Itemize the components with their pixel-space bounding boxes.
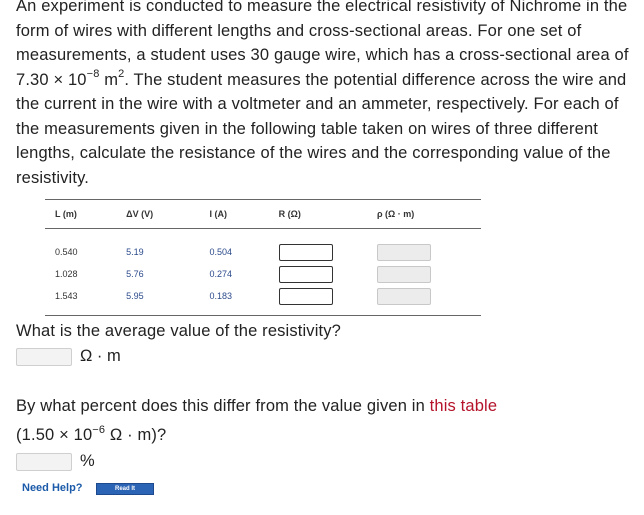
resistance-input[interactable] [279,266,333,283]
voltage-value: 5.95 [126,291,144,301]
header-length: L (m) [55,209,77,219]
percent-difference-question [16,397,497,416]
table-row [45,285,481,316]
table-header-row [45,200,481,229]
question-text: By what percent does this differ from the value given in [16,397,430,415]
problem-text-1: An experiment is conducted to measure the electrical resistivity of Nichrome in the form of wires with different lengths and cross-sectional areas. For one set of measurements, a student uses 30 gauge wire, which has a cross-sectional area of 7.30 × 10 [16,0,629,89]
voltage-value: 5.76 [126,269,144,279]
reference-text-2: Ω · m)? [105,426,167,444]
header-current: I (A) [209,209,227,219]
header-resistance: R (Ω) [278,209,301,219]
length-value: 1.028 [55,269,78,279]
area-exponent: −8 [86,68,100,80]
average-resistivity-unit: Ω · m [80,347,121,365]
reference-exponent: −6 [92,423,106,436]
resistivity-input[interactable] [377,266,431,283]
average-resistivity-input[interactable] [16,348,72,366]
table-row [45,229,481,264]
current-value: 0.504 [209,247,233,257]
resistance-input[interactable] [279,244,333,261]
problem-text-2: m [99,70,119,89]
problem-statement [16,0,636,190]
header-voltage: ΔV (V) [126,209,154,219]
unit-exponent: 2 [118,68,125,80]
reference-text-1: (1.50 × 10 [16,426,93,444]
voltage-value: 5.19 [126,247,144,257]
table-row [45,263,481,285]
resistivity-input[interactable] [377,244,431,261]
current-value: 0.274 [209,269,233,279]
measurement-table [45,199,481,316]
resistance-input[interactable] [279,288,333,305]
current-value: 0.183 [209,291,233,301]
resistivity-input[interactable] [377,288,431,305]
this-table-link[interactable]: this table [429,397,498,415]
reference-value [16,423,167,445]
percent-unit: % [80,452,95,470]
percent-difference-input[interactable] [16,453,72,471]
problem-text-3: . The student measures the potential difference across the wire and the current in the wire with a voltmeter and an ammeter, respectively. For each of the measurements given in the following table taken on wires of three different lengths, calculate the resistance of the wires and the corresponding value of the resistivity. [16,70,627,187]
average-resistivity-question: What is the average value of the resistivity? [16,322,341,340]
header-resistivity: ρ (Ω · m) [376,209,415,219]
length-value: 1.543 [55,291,78,301]
length-value: 0.540 [55,247,78,257]
read-it-button[interactable]: Read It [96,483,154,495]
need-help-label: Need Help? [22,482,83,494]
